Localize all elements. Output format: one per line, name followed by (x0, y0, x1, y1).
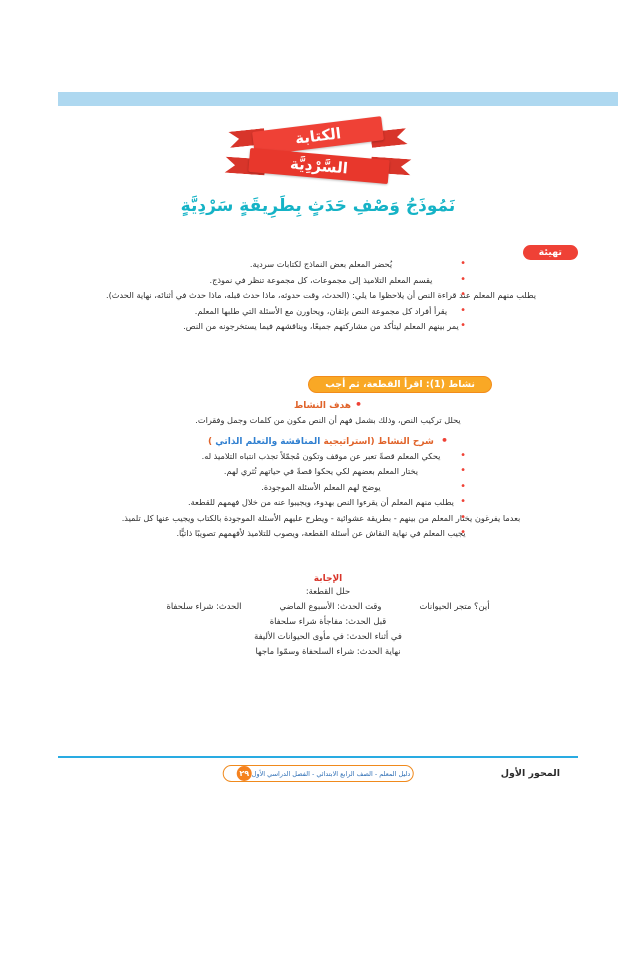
list-item: • يمر بينهم المعلم ليتأكد من مشاركتهم جميعًا، ويناقشهم فيما يستخرجونه من النص. (78, 320, 578, 334)
list-item: • يحكي المعلم قصةً تعبر عن موقف وتكون مُجمّلاً تجذب انتباه التلاميذ له. (78, 450, 578, 464)
answer-content (78, 584, 578, 659)
answer-row (78, 599, 578, 614)
section-pill-nashat: نشاط (1): اقرأ القطعة، ثم أجب (308, 376, 492, 393)
list-item: • بعدما يفرغون يختار المعلم من بينهم - بطريقة عشوائية - ويطرح عليهم الأسئلة الموجودة بالكتاب ويجيب عنها كل تلميذ. (78, 512, 578, 526)
page-number: ٢٩ (237, 766, 252, 781)
activity-strategy-heading: • شرح النشاط (استراتيجية المناقشة والتعلم الذاتي ) (78, 434, 578, 447)
answer-intro: حلل القطعة: (305, 586, 351, 596)
section-body-tahyia (78, 258, 578, 336)
answer-cell-place: أين؟ متجر الحيوانات (419, 601, 490, 611)
page-sheet (58, 92, 578, 804)
list-item: • يطلب منهم المعلم عند قراءة النص أن يلاحظوا ما يلي: (الحدث، وقت حدوثه، ماذا حدث قبله، ماذا حدث في أثنائه، نهاية الحدث). (78, 289, 578, 303)
page-title: نَمُوذَجُ وَصْفِ حَدَثٍ بِطَرِيقَةٍ سَرْدِيَّةٍ (180, 196, 456, 216)
answer-line-before: قبل الحدث: مفاجأة شراء سلحفاة (269, 616, 387, 626)
footer-divider (58, 756, 578, 758)
section-pill-tahyia: تهيئة (523, 245, 578, 260)
footer-source-text: دليل المعلم - الصف الرابع الابتدائي - الفصل الدراسي الأول (251, 769, 411, 778)
section-body-nashat (78, 392, 578, 543)
activity-strategy-highlight: المناقشة والتعلم الذاتي (215, 436, 321, 447)
list-item: • يقرأ أفراد كل مجموعة النص بإتقان، ويحاورن مع الأسئلة التي طلبها المعلم. (78, 305, 578, 319)
page-footer (58, 764, 578, 792)
list-item: • يجيب المعلم في نهاية النقاش عن أسئلة القطعة، ويصوب للتلاميذ لأفهمهم تصويبًا ذاتيًّا. (78, 527, 578, 541)
section-body-answer (78, 574, 578, 659)
top-color-band (58, 92, 618, 106)
answer-heading: الإجابة (313, 574, 343, 584)
answer-cell-event: الحدث: شراء سلحفاة (166, 601, 242, 611)
footer-unit-title: المحور الأول (500, 768, 560, 779)
answer-line-end: نهاية الحدث: شراء السلحفاة وسمّوا ماجها (255, 646, 401, 656)
list-item: • يطلب منهم المعلم أن يقرءوا النص بهدوء، ويجيبوا عنه من خلال فهمهم للقطعة. (78, 496, 578, 510)
activity-goal-heading: • هدف النشاط (78, 398, 578, 411)
list-item: • يختار المعلم بعضهم لكي يحكوا قصةً في حياتهم تُثري لهم. (78, 465, 578, 479)
list-item: • يوضح لهم المعلم الأسئلة الموجودة. (78, 481, 578, 495)
ribbon-label-top: الكتابة (252, 116, 384, 156)
activity-steps-list (78, 450, 578, 541)
list-item: • يُحضر المعلم بعض النماذج لكتابات سردية. (78, 258, 578, 272)
section-header-nashat (308, 372, 492, 393)
ribbon-banner (223, 114, 413, 192)
answer-cell-time: وقت الحدث: الأسبوع الماضي (279, 601, 382, 611)
tahyia-list (78, 258, 578, 334)
section-header-tahyia (523, 240, 578, 260)
activity-goal-text: يحلل تركيب النص، وذلك بشمل فهم أن النص مكون من كلمات وجمل وفقرات. (195, 415, 461, 425)
page-number-badge (223, 765, 414, 782)
ribbon-label-bottom: السَّرْدِيَّة (248, 148, 390, 184)
list-item: • يقسم المعلم التلاميذ إلى مجموعات، كل مجموعة تنظر في نموذج. (78, 274, 578, 288)
answer-line-during: في أثناء الحدث: في مأوى الحيوانات الأليفة (254, 631, 402, 641)
